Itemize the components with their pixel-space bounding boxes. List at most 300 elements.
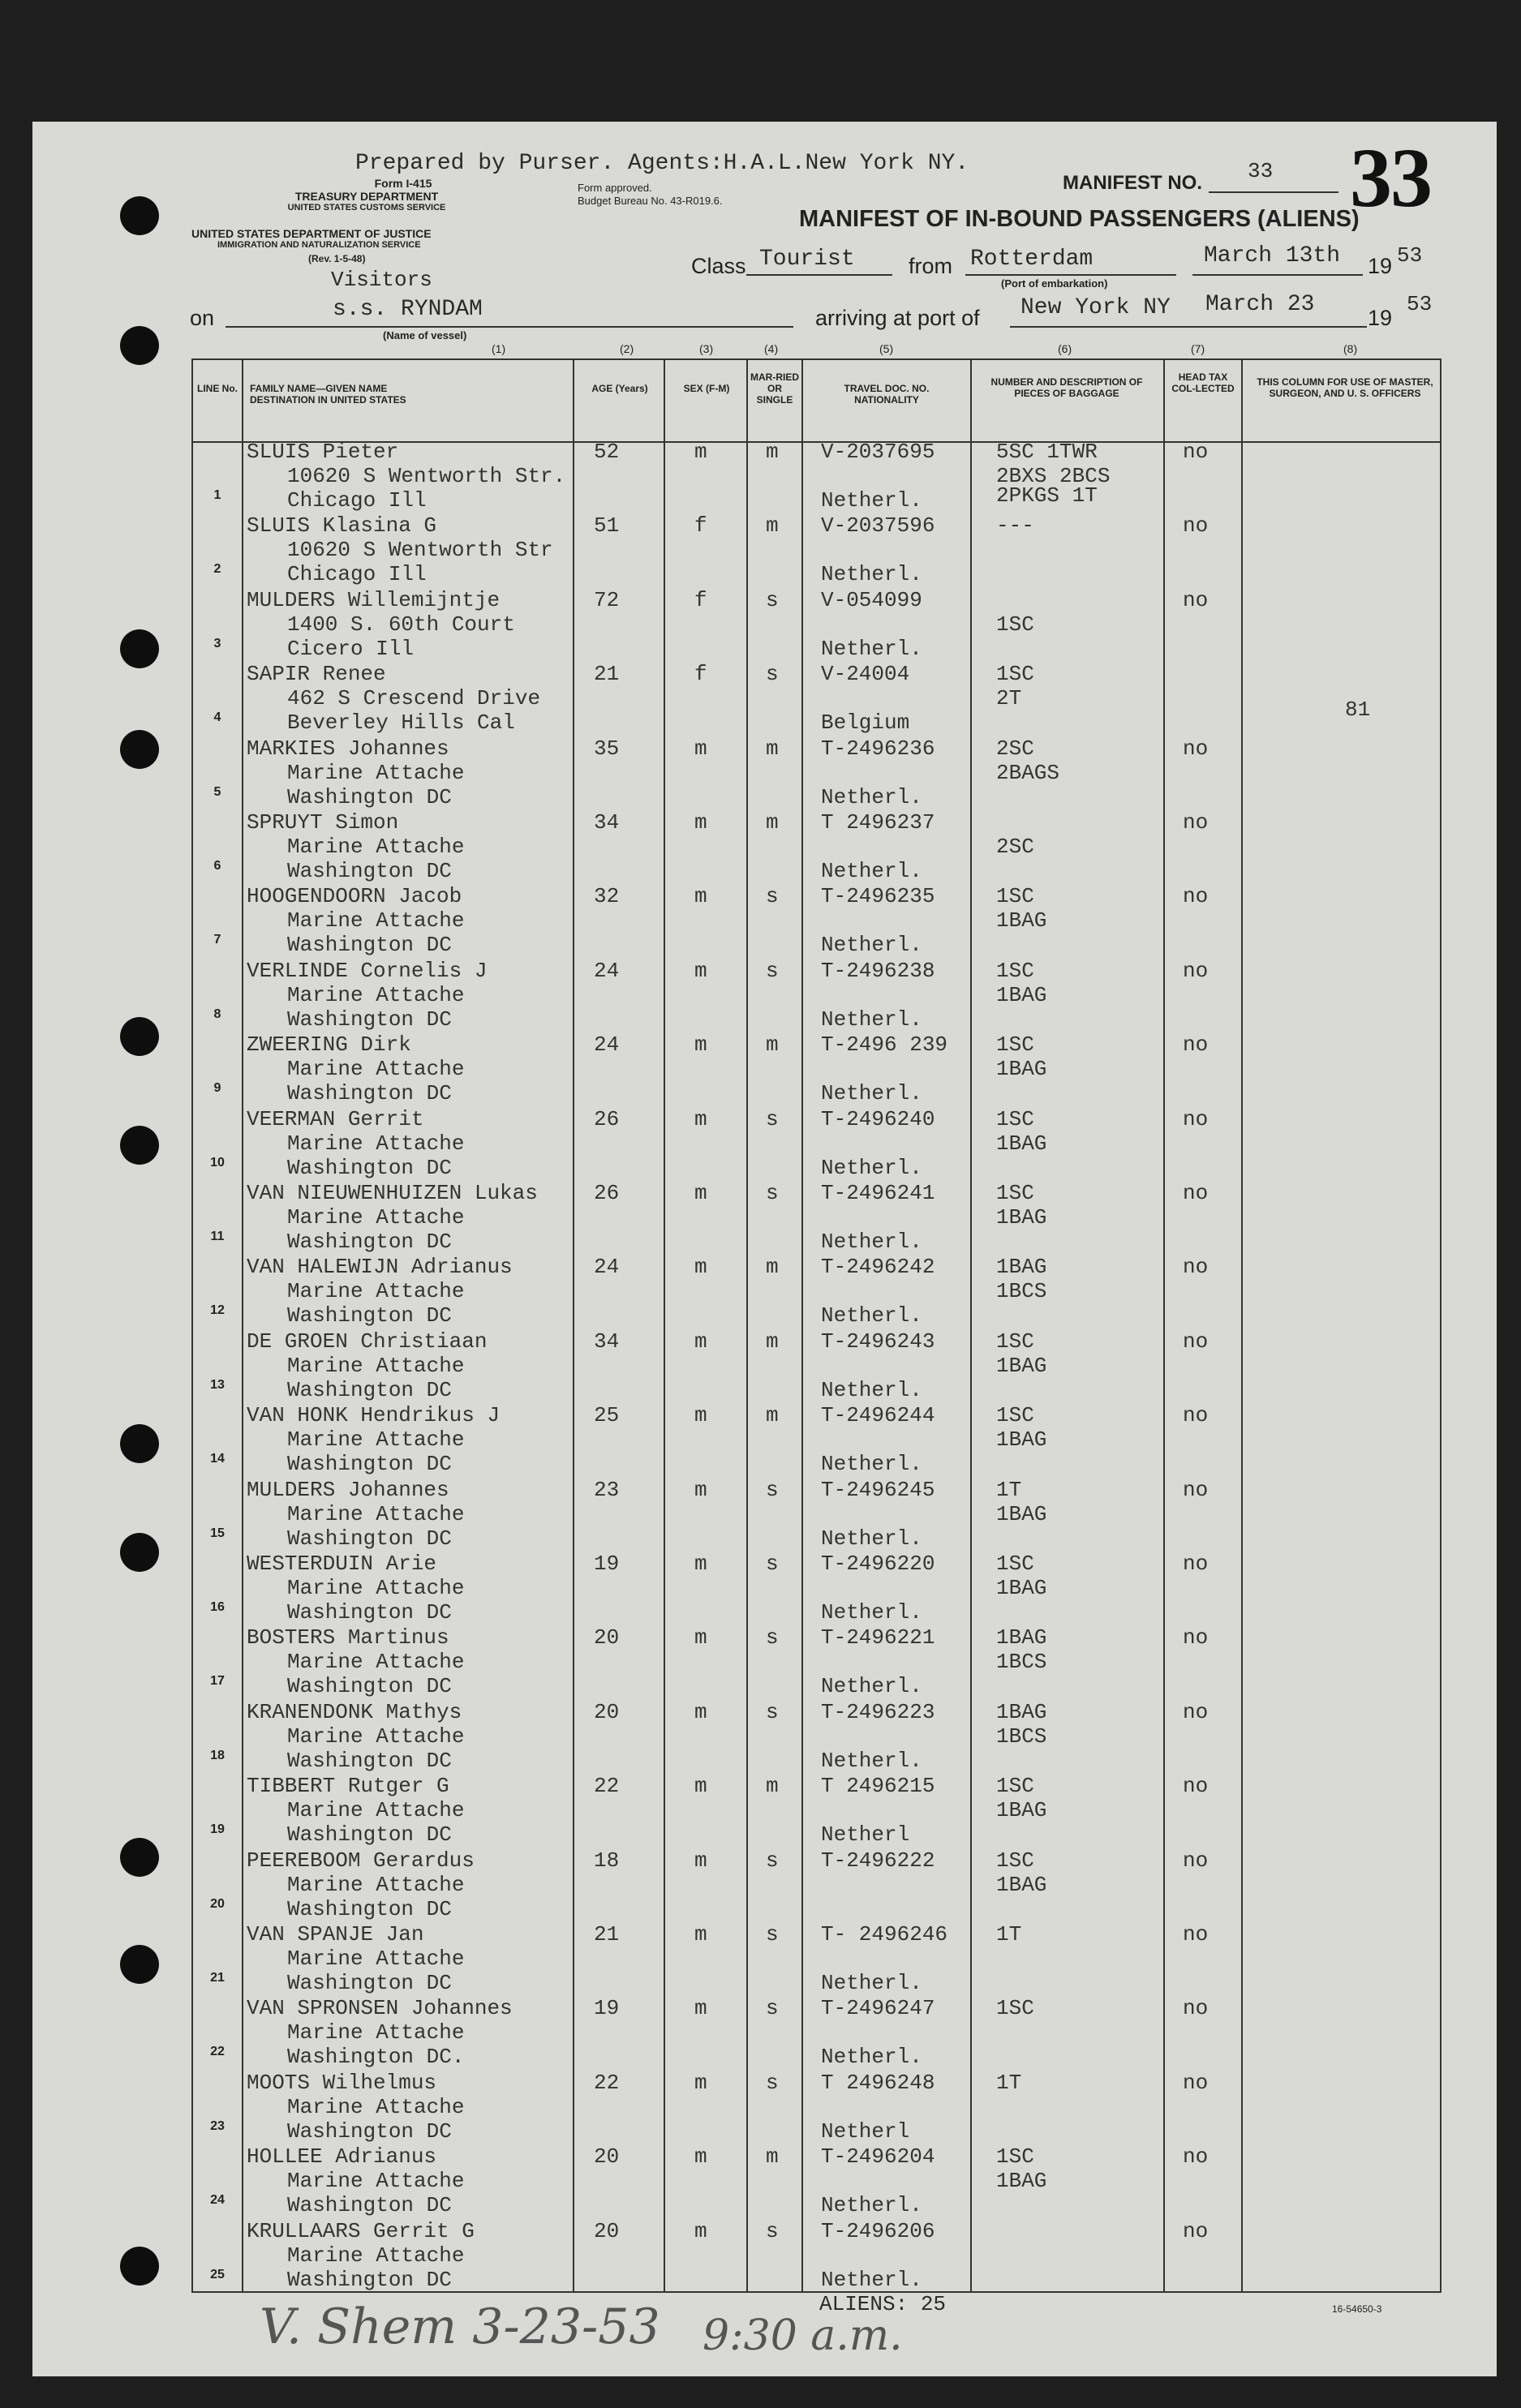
head-tax: no (1183, 1699, 1209, 1724)
marital-status: m (766, 513, 779, 539)
marital-status: s (766, 2070, 779, 2095)
table-row (193, 1699, 1440, 1776)
destination-line-2: Washington DC (287, 1230, 452, 1254)
age: 21 (594, 1922, 620, 1947)
table-row (193, 663, 1440, 738)
nationality: Netherl. (821, 1971, 922, 1995)
baggage-line-1: 1T (996, 1477, 1022, 1502)
destination-line-1: Marine Attache (287, 1501, 465, 1526)
sex: m (694, 958, 707, 983)
head-tax: no (1183, 1625, 1209, 1650)
destination-line-1: Marine Attache (287, 1131, 465, 1156)
passenger-name: VAN NIEUWENHUIZEN Lukas (247, 1181, 538, 1205)
head-tax: no (1183, 1996, 1209, 2021)
table-row (193, 1850, 1440, 1925)
col-num-vessel: (1) (492, 342, 506, 355)
age: 22 (594, 1774, 620, 1799)
passenger-name: KRANENDONK Mathys (247, 1699, 462, 1724)
nationality: Netherl. (821, 636, 922, 661)
nationality: Netherl. (821, 1007, 922, 1032)
punch-hole (120, 2247, 159, 2286)
baggage-line-1: 1SC (996, 884, 1034, 909)
baggage-line-1: 1SC (996, 1032, 1034, 1058)
from-line (965, 274, 1176, 276)
punch-hole (120, 1533, 159, 1572)
sex: m (694, 1699, 707, 1724)
marital-status: s (766, 958, 779, 983)
line-number: 19 (210, 1822, 225, 1837)
destination-line-2: Washington DC (287, 2193, 452, 2218)
marital-status: s (766, 1848, 779, 1873)
baggage-line-2: 2BXS 2BCS (996, 464, 1111, 488)
head-tax: no (1183, 1255, 1209, 1280)
travel-doc-no: V-2037596 (821, 513, 935, 539)
line-number: 16 (210, 1600, 225, 1614)
head-tax: no (1183, 1774, 1209, 1799)
col-num-8: (8) (1343, 342, 1358, 355)
baggage-line-1: 1SC (996, 1848, 1034, 1873)
embark-year-prefix: 19 (1368, 254, 1393, 278)
destination-line-2: Beverley Hills Cal (287, 710, 515, 736)
table-row (193, 1183, 1440, 1257)
marital-status: m (766, 2144, 779, 2170)
passenger-name: VAN SPANJE Jan (247, 1922, 424, 1947)
destination-line-2: Washington DC (287, 1303, 452, 1328)
baggage-line-1: 1T (996, 1922, 1022, 1947)
sex: m (694, 1106, 707, 1131)
nationality: Netherl. (821, 1377, 922, 1402)
passenger-name: VAN HONK Hendrikus J (247, 1403, 501, 1428)
table-row (193, 2218, 1440, 2295)
table-row (193, 1034, 1440, 1109)
destination-line-2: Washington DC (287, 933, 452, 958)
passenger-name: MOOTS Wilhelmus (247, 2070, 437, 2095)
baggage-line-2: 1BAG (996, 1501, 1047, 1526)
sex: m (694, 736, 707, 761)
nationality: Netherl. (821, 784, 922, 809)
head-tax: no (1183, 1552, 1209, 1576)
travel-doc-no: T- 2496246 (821, 1922, 948, 1947)
age: 19 (594, 1996, 620, 2021)
passenger-name: VAN HALEWIJN Adrianus (247, 1255, 513, 1280)
table-row (193, 1998, 1440, 2072)
destination-line-1: 10620 S Wentworth Str (287, 538, 553, 563)
baggage-line-1: 1SC (996, 1403, 1034, 1428)
marital-status: m (766, 736, 779, 761)
nationality: Netherl (821, 2118, 910, 2144)
col-num-3: (3) (699, 342, 714, 355)
sex: m (694, 1552, 707, 1576)
marital-status: m (766, 1403, 779, 1428)
arriving-label: arriving at port of (815, 306, 980, 330)
marital-status: m (766, 440, 779, 464)
arrival-year: 53 (1407, 292, 1433, 316)
arrival-port: New York NY (1020, 295, 1171, 320)
destination-line-1: 462 S Crescend Drive (287, 686, 541, 711)
age: 34 (594, 1328, 620, 1354)
line-number: 8 (213, 1007, 221, 1021)
passenger-name: VEERMAN Gerrit (247, 1106, 424, 1131)
nationality: Netherl. (821, 933, 922, 958)
embark-date: March 13th (1204, 243, 1341, 268)
travel-doc-no: T-2496238 (821, 958, 935, 983)
sex: m (694, 1922, 707, 1947)
sex: m (694, 2144, 707, 2170)
table-row (193, 2072, 1440, 2147)
line-number: 5 (213, 784, 221, 799)
marital-status: s (766, 1106, 779, 1131)
vessel-caption: (Name of vessel) (383, 329, 467, 341)
baggage-line-2: 1SC (996, 612, 1034, 637)
justice-dept: UNITED STATES DEPARTMENT OF JUSTICE (191, 227, 432, 240)
passenger-name: MARKIES Johannes (247, 736, 449, 761)
marital-status: s (766, 2218, 779, 2243)
destination-line-2: Chicago Ill (287, 562, 427, 587)
destination-line-1: 1400 S. 60th Court (287, 612, 515, 637)
destination-line-2: Washington DC (287, 859, 452, 883)
sex: f (694, 513, 707, 539)
line-number: 14 (210, 1452, 225, 1466)
passenger-name: PEEREBOOM Gerardus (247, 1848, 475, 1873)
travel-doc-no: T-2496204 (821, 2144, 935, 2170)
destination-line-2: Washington DC (287, 1748, 452, 1773)
head-tax: no (1183, 736, 1209, 761)
line-number: 6 (213, 859, 221, 873)
travel-doc-no: T-2496245 (821, 1477, 935, 1502)
baggage-line-1: 1SC (996, 662, 1034, 687)
ins-service: IMMIGRATION AND NATURALIZATION SERVICE (217, 240, 421, 250)
destination-line-2: Washington DC (287, 1674, 452, 1699)
head-tax: no (1183, 1106, 1209, 1131)
table-row (193, 587, 1440, 664)
baggage-line-2: 1BAG (996, 1798, 1047, 1823)
header-travel-doc: TRAVEL DOC. NO. NATIONALITY (844, 383, 930, 406)
destination-line-1: Marine Attache (287, 2243, 465, 2268)
destination-line-2: Washington DC. (287, 2045, 465, 2070)
nationality: Netherl. (821, 2193, 922, 2218)
header-line-no: LINE No. (197, 383, 238, 394)
punch-hole (120, 730, 159, 769)
line-number: 10 (210, 1155, 225, 1170)
baggage-line-2: 1BAG (996, 1872, 1047, 1897)
visitors-note: Visitors (331, 268, 432, 292)
baggage-line-1: 5SC 1TWR (996, 440, 1098, 464)
sex: m (694, 1477, 707, 1502)
destination-line-1: Marine Attache (287, 1798, 465, 1823)
line-number: 25 (210, 2267, 225, 2281)
sex: m (694, 2070, 707, 2095)
line-number: 7 (213, 933, 221, 947)
punch-hole (120, 1945, 159, 1984)
destination-line-2: Washington DC (287, 1971, 452, 1995)
age: 24 (594, 958, 620, 983)
manifest-no-stamp: 33 (1350, 131, 1431, 225)
sex: m (694, 1255, 707, 1280)
head-tax: no (1183, 1181, 1209, 1205)
sex: m (694, 1774, 707, 1799)
sex: m (694, 1625, 707, 1650)
destination-line-2: Washington DC (287, 1526, 452, 1551)
vessel-line (226, 326, 793, 328)
age: 18 (594, 1848, 620, 1873)
baggage-line-1: 1T (996, 2070, 1022, 2095)
line-number: 3 (213, 636, 221, 650)
table-row (193, 960, 1440, 1035)
baggage-line-1: 1SC (996, 1106, 1034, 1131)
travel-doc-no: T-2496206 (821, 2218, 935, 2243)
age: 32 (594, 884, 620, 909)
travel-doc-no: T-2496236 (821, 736, 935, 761)
baggage-line-1: 1SC (996, 2144, 1034, 2170)
baggage-line-2: 1BAG (996, 1353, 1047, 1378)
baggage-line-3: 2PKGS 1T (996, 483, 1098, 508)
baggage-line-2: 2SC (996, 835, 1034, 859)
arrival-line (1010, 326, 1367, 328)
sex: m (694, 1403, 707, 1428)
destination-line-1: 10620 S Wentworth Str. (287, 464, 566, 488)
nationality: Netherl. (821, 1526, 922, 1551)
age: 20 (594, 1625, 620, 1650)
line-number: 13 (210, 1377, 225, 1392)
destination-line-2: Washington DC (287, 1452, 452, 1477)
inspection-time: 9:30 a.m. (702, 2311, 903, 2360)
passenger-name: MULDERS Willemijntje (247, 587, 501, 612)
table-row (193, 1479, 1440, 1554)
nationality: Netherl. (821, 1674, 922, 1699)
line-number: 15 (210, 1526, 225, 1540)
marital-status: m (766, 1328, 779, 1354)
travel-doc-no: T 2496237 (821, 810, 935, 835)
head-tax: no (1183, 2070, 1209, 2095)
age: 24 (594, 1032, 620, 1058)
destination-line-1: Marine Attache (287, 1057, 465, 1082)
table-row (193, 1627, 1440, 1702)
sex: m (694, 2218, 707, 2243)
baggage-line-2: 1BAG (996, 1205, 1047, 1230)
table-row (193, 1553, 1440, 1628)
nationality: Netherl. (821, 1155, 922, 1180)
destination-line-1: Marine Attache (287, 2020, 465, 2045)
header-baggage: NUMBER AND DESCRIPTION OF PIECES OF BAGGAGE (990, 376, 1143, 399)
form-number: Form I-415 (374, 177, 432, 190)
age: 51 (594, 513, 620, 539)
destination-line-1: Marine Attache (287, 835, 465, 859)
head-tax: no (1183, 1477, 1209, 1502)
head-tax: no (1183, 440, 1209, 464)
destination-line-1: Marine Attache (287, 1947, 465, 1971)
line-number: 4 (213, 710, 221, 725)
travel-doc-no: T 2496248 (821, 2070, 935, 2095)
age: 26 (594, 1181, 620, 1205)
travel-doc-no: V-2037695 (821, 440, 935, 464)
passenger-name: BOSTERS Martinus (247, 1625, 449, 1650)
revision: (Rev. 1-5-48) (308, 253, 366, 264)
passenger-name: KRULLAARS Gerrit G (247, 2218, 475, 2243)
travel-doc-no: T-2496223 (821, 1699, 935, 1724)
punch-hole (120, 629, 159, 668)
line-number: 17 (210, 1674, 225, 1689)
baggage-line-1: 1SC (996, 1996, 1034, 2021)
table-row (193, 1405, 1440, 1479)
nationality: Netherl. (821, 859, 922, 883)
head-tax: no (1183, 1403, 1209, 1428)
header-officers: THIS COLUMN FOR USE OF MASTER, SURGEON, AND U. S. OFFICERS (1257, 376, 1433, 399)
baggage-line-1: 2SC (996, 736, 1034, 761)
passenger-name: WESTERDUIN Arie (247, 1552, 437, 1576)
nationality: Netherl. (821, 1600, 922, 1625)
line-number: 22 (210, 2045, 225, 2059)
header-sex: SEX (F-M) (683, 383, 730, 394)
sex: m (694, 1032, 707, 1058)
marital-status: s (766, 1922, 779, 1947)
punch-hole (120, 326, 159, 365)
travel-doc-no: T-2496220 (821, 1552, 935, 1576)
destination-line-2: Washington DC (287, 1007, 452, 1032)
passenger-name: VAN SPRONSEN Johannes (247, 1996, 513, 2021)
age: 22 (594, 2070, 620, 2095)
header-name: FAMILY NAME—GIVEN NAME DESTINATION IN UNITED STATES (250, 383, 406, 406)
punch-hole (120, 1017, 159, 1056)
destination-line-1: Marine Attache (287, 908, 465, 934)
nationality: Netherl. (821, 1303, 922, 1328)
passenger-name: DE GROEN Christiaan (247, 1328, 488, 1354)
passenger-name: HOOGENDOORN Jacob (247, 884, 462, 909)
destination-line-1: Marine Attache (287, 982, 465, 1007)
line-number: 2 (213, 562, 221, 577)
punch-hole (120, 196, 159, 235)
destination-line-1: Marine Attache (287, 1723, 465, 1749)
age: 26 (594, 1106, 620, 1131)
nationality: Belgium (821, 710, 910, 736)
head-tax: no (1183, 884, 1209, 909)
punch-hole (120, 1126, 159, 1165)
marital-status: s (766, 884, 779, 909)
destination-line-1: Marine Attache (287, 1205, 465, 1230)
arrival-year-prefix: 19 (1368, 306, 1393, 330)
travel-doc-no: T-2496241 (821, 1181, 935, 1205)
baggage-line-1: 1BAG (996, 1255, 1047, 1280)
passenger-name: HOLLEE Adrianus (247, 2144, 437, 2170)
sex: f (694, 587, 707, 612)
sex: m (694, 1996, 707, 2021)
punch-hole (120, 1424, 159, 1463)
table-row (193, 1328, 1440, 1406)
class-line (746, 274, 892, 276)
destination-line-2: Washington DC (287, 2267, 452, 2292)
col-num-6: (6) (1058, 342, 1072, 355)
travel-doc-no: T-2496240 (821, 1106, 935, 1131)
arrival-date: March 23 (1205, 292, 1315, 317)
head-tax: no (1183, 810, 1209, 835)
baggage-line-1: 1BAG (996, 1625, 1047, 1650)
head-tax: no (1183, 1328, 1209, 1354)
age: 19 (594, 1552, 620, 1576)
passenger-name: SPRUYT Simon (247, 810, 399, 835)
destination-line-2: Washington DC (287, 1896, 452, 1921)
marital-status: m (766, 1032, 779, 1058)
nationality: Netherl. (821, 1452, 922, 1477)
baggage-line-1: 1SC (996, 1181, 1034, 1205)
travel-doc-no: T-2496242 (821, 1255, 935, 1280)
header-head-tax: HEAD TAX COL-LECTED (1171, 371, 1235, 394)
line-number: 24 (210, 2193, 225, 2208)
head-tax: no (1183, 2218, 1209, 2243)
travel-doc-no: T-2496243 (821, 1328, 935, 1354)
travel-doc-no: T 2496215 (821, 1774, 935, 1799)
destination-line-1: Marine Attache (287, 1576, 465, 1600)
travel-doc-no: T-2496222 (821, 1848, 935, 1873)
port-embarkation-caption: (Port of embarkation) (1001, 277, 1108, 290)
col-num-5: (5) (879, 342, 894, 355)
head-tax: no (1183, 513, 1209, 539)
marital-status: m (766, 1774, 779, 1799)
baggage-line-2: 1BAG (996, 1576, 1047, 1600)
customs-service: UNITED STATES CUSTOMS SERVICE (287, 203, 446, 212)
class-value: Tourist (759, 247, 855, 272)
col-num-7: (7) (1191, 342, 1205, 355)
form-approved: Form approved. (578, 182, 652, 194)
nationality: Netherl. (821, 1230, 922, 1254)
sex: m (694, 440, 707, 464)
head-tax: no (1183, 958, 1209, 983)
table-row (193, 2146, 1440, 2221)
baggage-line-2: 2T (996, 686, 1022, 711)
destination-line-2: Washington DC (287, 2118, 452, 2144)
line-number: 18 (210, 1748, 225, 1762)
prepared-by: Prepared by Purser. Agents:H.A.L.New York NY. (355, 151, 969, 176)
baggage-line-1: 1SC (996, 1328, 1034, 1354)
baggage-line-2: 1BAG (996, 908, 1047, 934)
embark-year: 53 (1397, 243, 1423, 268)
manifest-no-label: MANIFEST NO. (1063, 172, 1202, 194)
manifest-no-typed: 33 (1248, 159, 1274, 183)
age: 72 (594, 587, 620, 612)
travel-doc-no: T-2496221 (821, 1625, 935, 1650)
aliens-total: ALIENS: 25 (819, 2292, 947, 2316)
table-row (193, 886, 1440, 960)
destination-line-1: Marine Attache (287, 2169, 465, 2194)
sex: f (694, 662, 707, 687)
passenger-name: TIBBERT Rutger G (247, 1774, 449, 1799)
age: 34 (594, 810, 620, 835)
class-label: Class (691, 254, 746, 278)
marital-status: s (766, 587, 779, 612)
baggage-line-2: 1BAG (996, 982, 1047, 1007)
marital-status: s (766, 1699, 779, 1724)
header-married: MAR-RIED OR SINGLE (750, 371, 799, 406)
head-tax: no (1183, 1922, 1209, 1947)
manifest-no-line (1209, 191, 1338, 193)
passenger-name: SLUIS Klasina G (247, 513, 437, 539)
officer-note: 81 (1345, 698, 1371, 723)
line-number: 12 (210, 1303, 225, 1318)
age: 52 (594, 440, 620, 464)
nationality: Netherl. (821, 2267, 922, 2292)
baggage-line-1: --- (996, 513, 1034, 539)
table-row (193, 1775, 1440, 1850)
vessel-name: s.s. RYNDAM (333, 297, 483, 322)
marital-status: s (766, 1625, 779, 1650)
baggage-line-2: 2BAGS (996, 760, 1060, 785)
table-row (193, 738, 1440, 813)
travel-doc-no: V-054099 (821, 587, 922, 612)
destination-line-1: Marine Attache (287, 2094, 465, 2119)
marital-status: s (766, 1181, 779, 1205)
destination-line-1: Marine Attache (287, 1279, 465, 1304)
manifest-title: MANIFEST OF IN-BOUND PASSENGERS (ALIENS) (799, 206, 1360, 232)
travel-doc-no: T-2496247 (821, 1996, 935, 2021)
baggage-line-1: 1SC (996, 958, 1034, 983)
